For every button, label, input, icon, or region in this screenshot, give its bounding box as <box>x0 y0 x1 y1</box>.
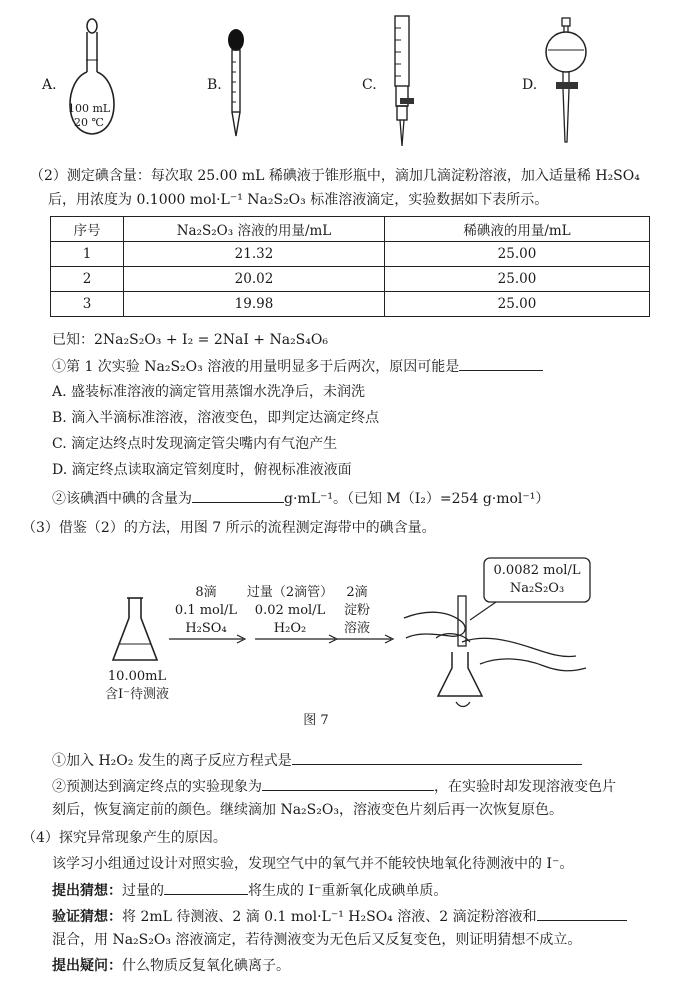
answer-blank[interactable] <box>192 488 284 503</box>
step1-drops: 8滴 <box>195 585 217 600</box>
table-row <box>51 292 650 317</box>
part3-question1-text: ①加入 H₂O₂ 发生的离子反应方程式是 <box>52 753 292 769</box>
table-cell: 2 <box>51 267 124 292</box>
col-header-iodine: 稀碘液的用量/mL <box>385 217 650 242</box>
table-cell: 25.00 <box>385 292 650 317</box>
question-label: 提出疑问： <box>52 958 122 974</box>
separatory-funnel-icon <box>544 16 588 146</box>
verify-line <box>52 906 627 927</box>
option-a: A. 盛装标准溶液的滴定管用蒸馏水洗净后，未润洗 <box>52 384 366 400</box>
col-header-na2s2o3: Na₂S₂O₃ 溶液的用量/mL <box>124 217 385 242</box>
step2-reagent: H₂O₂ <box>273 621 307 636</box>
part2-question2-text: ②该碘酒中碘的含量为 <box>52 491 192 507</box>
part3-question2 <box>52 776 616 797</box>
answer-blank[interactable] <box>292 750 582 765</box>
verify-label: 验证猜想： <box>52 909 122 925</box>
option-c-label: C. <box>362 77 377 93</box>
step3-reagent2: 溶液 <box>343 621 370 636</box>
answer-blank[interactable] <box>164 880 248 895</box>
hypothesis-text-b: 将生成的 I⁻重新氧化成碘单质。 <box>248 883 448 899</box>
option-d-label: D. <box>522 77 538 93</box>
hypothesis-label: 提出猜想： <box>52 883 122 899</box>
part3-question2-text2: ，在实验时却发现溶液变色片 <box>434 779 616 795</box>
option-a-label: A. <box>42 77 57 93</box>
flask-content-label: 含I⁻待测液 <box>105 687 169 702</box>
burette-icon <box>388 14 418 154</box>
answer-blank[interactable] <box>537 906 627 921</box>
titrant-name: Na₂S₂O₃ <box>509 581 565 596</box>
question-line <box>52 956 290 976</box>
part2-question1 <box>52 356 543 377</box>
table-row <box>51 242 650 267</box>
step1-conc: 0.1 mol/L <box>174 603 238 618</box>
titrant-conc: 0.0082 mol/L <box>493 563 581 578</box>
flask-temp-text: 20 ℃ <box>74 116 104 129</box>
step3-drops: 2滴 <box>346 585 368 600</box>
flask-volume-text: 100 mL <box>68 102 111 115</box>
flask-volume-label: 10.00mL <box>107 669 167 684</box>
dropper-icon <box>226 28 246 140</box>
part2-question1-text: ①第 1 次实验 Na₂S₂O₃ 溶液的用量明显多于后两次，原因可能是 <box>52 359 460 375</box>
answer-blank[interactable] <box>262 776 434 791</box>
table-cell: 19.98 <box>124 292 385 317</box>
flow-arrows <box>165 632 405 646</box>
part2-question2-unit: g·mL⁻¹。（已知 M（I₂）=254 g·mol⁻¹） <box>284 491 550 507</box>
table-cell: 20.02 <box>124 267 385 292</box>
part2-question2 <box>52 488 549 509</box>
hypothesis-line <box>52 880 447 901</box>
verify-line-cont: 混合，用 Na₂S₂O₃ 溶液滴定，若待测液变为无色后又反复变色，则证明猜想不成立。 <box>52 932 582 948</box>
verify-text-a: 将 2mL 待测液、2 滴 0.1 mol·L⁻¹ H₂SO₄ 溶液、2 滴淀粉溶液和 <box>122 909 537 925</box>
col-header-index: 序号 <box>51 217 124 242</box>
step1-reagent: H₂SO₄ <box>185 621 227 636</box>
option-b-label: B. <box>207 77 222 93</box>
part4-intro: （4）探究异常现象产生的原因。 <box>22 830 227 846</box>
hypothesis-text-a: 过量的 <box>122 883 164 899</box>
part2-line2: 后，用浓度为 0.1000 mol·L⁻¹ Na₂S₂O₃ 标准溶液滴定，实验数据如下表所示。 <box>48 192 549 208</box>
table-cell: 21.32 <box>124 242 385 267</box>
step2-conc: 0.02 mol/L <box>254 603 326 618</box>
part2-line1: （2）测定碘含量：每次取 25.00 mL 稀碘液于锥形瓶中，滴加几滴淀粉溶液，加入适量稀 H₂SO₄ <box>30 168 640 184</box>
answer-blank[interactable] <box>459 356 543 371</box>
option-b: B. 滴入半滴标准溶液，溶液变色，即判定达滴定终点 <box>52 410 380 426</box>
table-cell: 25.00 <box>385 267 650 292</box>
part3-question1 <box>52 750 582 771</box>
table-cell: 25.00 <box>385 242 650 267</box>
erlenmeyer-flask-icon <box>110 596 160 666</box>
step3-reagent1: 淀粉 <box>343 603 370 618</box>
question-text: 什么物质反复氧化碘离子。 <box>122 958 290 974</box>
table-cell: 1 <box>51 242 124 267</box>
figure-caption: 图 7 <box>303 713 329 728</box>
titration-table <box>50 216 650 317</box>
step2-amount: 过量（2滴管） <box>246 585 334 600</box>
part4-observation: 该学习小组通过设计对照实验，发现空气中的氧气并不能较快地氧化待测液中的 I⁻。 <box>52 856 574 872</box>
option-c: C. 滴定达终点时发现滴定管尖嘴内有气泡产生 <box>52 436 338 452</box>
table-row <box>51 267 650 292</box>
part3-intro: （3）借鉴（2）的方法，用图 7 所示的流程测定海带中的碘含量。 <box>22 520 436 536</box>
table-cell: 3 <box>51 292 124 317</box>
part3-question2-text: ②预测达到滴定终点的实验现象为 <box>52 779 262 795</box>
table-header-row <box>51 217 650 242</box>
known-equation: 已知：2Na₂S₂O₃ + I₂ = 2NaI + Na₂S₄O₆ <box>52 332 328 348</box>
part3-question2-cont: 刻后，恢复滴定前的颜色。继续滴加 Na₂S₂O₃，溶液变色片刻后再一次恢复原色。 <box>52 802 563 818</box>
option-d: D. 滴定终点读取滴定管刻度时，俯视标准液液面 <box>52 462 352 478</box>
